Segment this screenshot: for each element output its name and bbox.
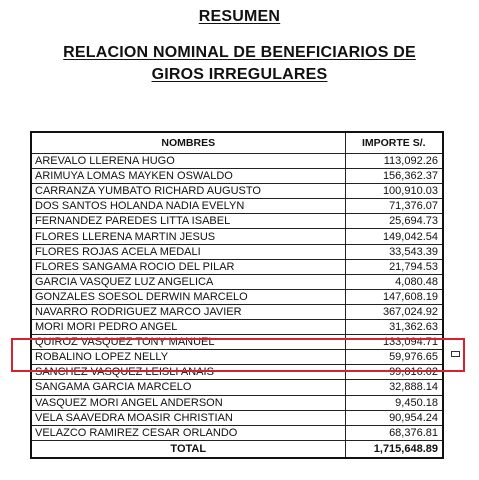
beneficiary-name: GARCIA VASQUEZ LUZ ANGELICA (31, 274, 345, 289)
beneficiary-name: FERNANDEZ PAREDES LITTA ISABEL (31, 214, 345, 229)
beneficiary-name: NAVARRO RODRIGUEZ MARCO JAVIER (31, 304, 345, 319)
total-amount: 1,715,648.89 (345, 440, 443, 458)
beneficiary-amount: 4,080.48 (345, 274, 443, 289)
beneficiary-name: AREVALO LLERENA HUGO (31, 154, 345, 169)
table-row (31, 289, 443, 304)
beneficiary-amount: 156,362.37 (345, 169, 443, 184)
total-label: TOTAL (31, 440, 345, 458)
title-line-1-text: RELACION NOMINAL DE BENEFICIARIOS DE (63, 44, 416, 61)
beneficiary-amount: 367,024.92 (345, 304, 443, 319)
table-row (31, 380, 443, 395)
beneficiaries-table (30, 131, 444, 459)
beneficiary-name: VELAZCO RAMIREZ CESAR ORLANDO (31, 425, 345, 440)
small-box-mark (451, 351, 460, 357)
beneficiary-name: DOS SANTOS HOLANDA NADIA EVELYN (31, 199, 345, 214)
table-row (31, 184, 443, 199)
resumen-text: RESUMEN (198, 8, 281, 25)
table-body (31, 154, 443, 441)
table-row (31, 304, 443, 319)
beneficiary-name: FLORES LLERENA MARTIN JESUS (31, 229, 345, 244)
table-row (31, 169, 443, 184)
beneficiary-amount: 9,450.18 (345, 395, 443, 410)
beneficiary-name: SANGAMA GARCIA MARCELO (31, 380, 345, 395)
table-header-row (31, 132, 443, 154)
beneficiary-amount: 90,954.24 (345, 410, 443, 425)
table-row (31, 229, 443, 244)
table-row (31, 214, 443, 229)
beneficiary-amount: 149,042.54 (345, 229, 443, 244)
beneficiary-name: VASQUEZ MORI ANGEL ANDERSON (31, 395, 345, 410)
beneficiary-name: CARRANZA YUMBATO RICHARD AUGUSTO (31, 184, 345, 199)
column-header-nombres: NOMBRES (31, 132, 345, 154)
beneficiary-name: QUIROZ VASQUEZ TONY MANUEL (31, 335, 345, 350)
highlight-box (11, 338, 465, 372)
document-title-line-1 (0, 44, 479, 62)
table-row (31, 154, 443, 169)
table-row (31, 244, 443, 259)
beneficiary-name: MORI MORI PEDRO ANGEL (31, 320, 345, 335)
title-line-2-text: GIROS IRREGULARES (151, 66, 328, 83)
table-row (31, 395, 443, 410)
table-row (31, 425, 443, 440)
beneficiary-amount: 68,376.81 (345, 425, 443, 440)
table-row (31, 410, 443, 425)
beneficiary-name: FLORES SANGAMA ROCIO DEL PILAR (31, 259, 345, 274)
total-row (31, 440, 443, 458)
beneficiary-amount: 100,910.03 (345, 184, 443, 199)
beneficiary-name: GONZALES SOESOL DERWIN MARCELO (31, 289, 345, 304)
beneficiary-amount: 21,794.53 (345, 259, 443, 274)
beneficiary-amount: 133,094.71 (345, 335, 443, 350)
beneficiary-amount: 25,694.73 (345, 214, 443, 229)
resumen-heading (0, 8, 479, 26)
column-header-importe: IMPORTE S/. (345, 132, 443, 154)
beneficiary-name: FLORES ROJAS ACELA MEDALI (31, 244, 345, 259)
beneficiary-amount: 32,888.14 (345, 380, 443, 395)
beneficiary-amount: 71,376.07 (345, 199, 443, 214)
beneficiary-name: VELA SAAVEDRA MOASIR CHRISTIAN (31, 410, 345, 425)
table-row (31, 259, 443, 274)
beneficiary-amount: 33,543.39 (345, 244, 443, 259)
beneficiary-amount: 147,608.19 (345, 289, 443, 304)
beneficiary-amount: 99,016.02 (345, 365, 443, 380)
document-title-line-2 (0, 66, 479, 84)
table-row (31, 274, 443, 289)
beneficiary-name: ROBALINO LOPEZ NELLY (31, 350, 345, 365)
table-row (31, 320, 443, 335)
beneficiary-amount: 31,362.63 (345, 320, 443, 335)
beneficiary-amount: 113,092.26 (345, 154, 443, 169)
beneficiary-amount: 59,976.65 (345, 350, 443, 365)
beneficiary-name: ARIMUYA LOMAS MAYKEN OSWALDO (31, 169, 345, 184)
beneficiary-name: SANCHEZ VASQUEZ LEISLI ANAIS (31, 365, 345, 380)
table-row (31, 199, 443, 214)
